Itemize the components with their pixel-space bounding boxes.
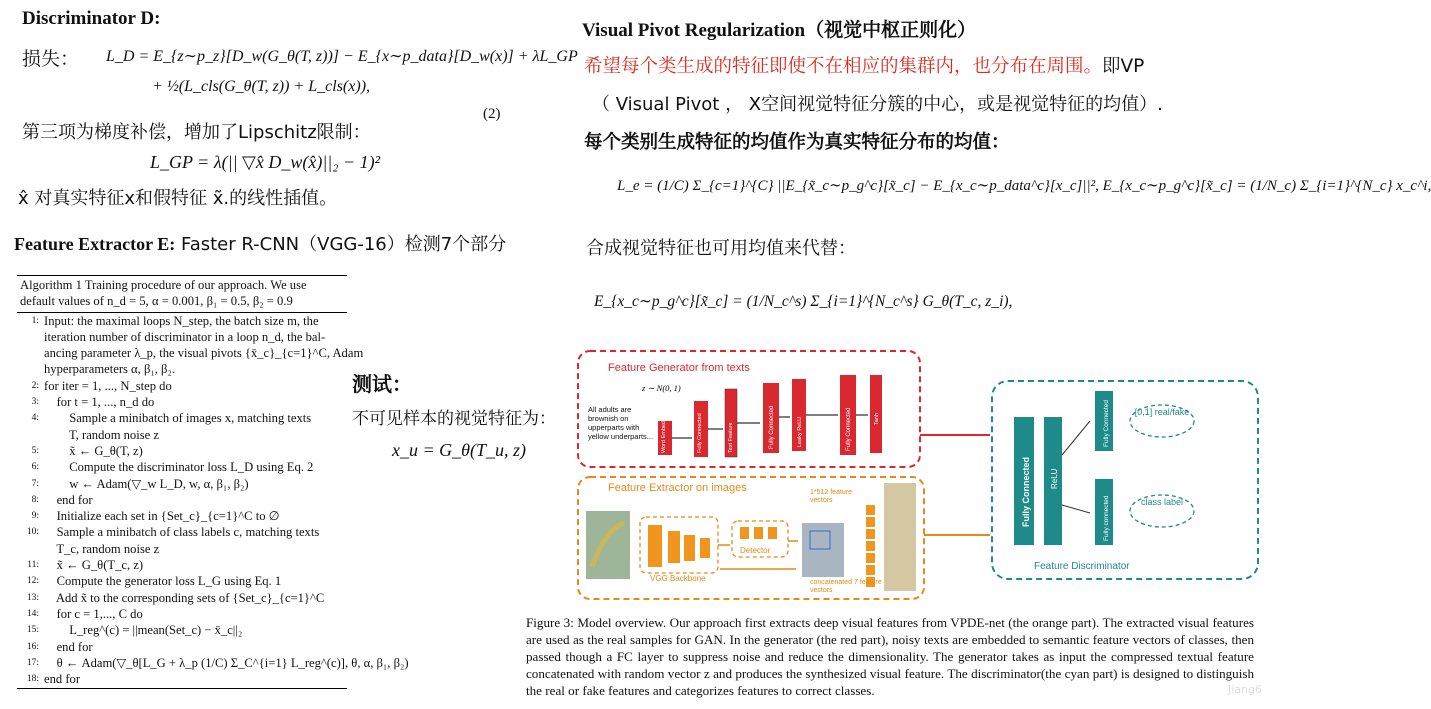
algorithm-line	[17, 524, 347, 540]
vgg-block-2	[668, 531, 680, 563]
algorithm-line-number: 4:	[31, 413, 39, 424]
synth-equation: E_{x_c∼p_g^c}[x̃_c] = (1/N_c^s) Σ_{i=1}^{N_c^s} G_θ(T_c, z_i),	[594, 293, 1013, 310]
algorithm-line	[17, 313, 347, 329]
feature-vector	[866, 505, 875, 515]
loss-equation-line2: + ½(L_cls(G_θ(T, z)) + L_cls(x)),	[152, 78, 371, 95]
feature-vector	[866, 553, 875, 563]
algorithm-line-text: Sample a minibatch of class labels c, matching texts	[44, 525, 320, 540]
disc-label-fc1: Fully Connected	[1021, 456, 1031, 527]
noise-label: z ∼ N(0, 1)	[642, 383, 681, 393]
algorithm-line-number	[17, 345, 44, 361]
algorithm-line-text: θ ← Adam(▽_θ[L_G + λ_p (1/C) Σ_C^{i=1} L_reg^(c)], θ, α, β₁, β₂)	[44, 655, 409, 670]
gen-label-word-embed: Word Embedd	[661, 417, 667, 453]
equation-number: (2)	[483, 106, 501, 122]
generator-title: Feature Generator from texts	[608, 362, 750, 374]
model-overview-figure	[570, 345, 1270, 610]
disc-label-relu: ReLU	[1050, 468, 1059, 489]
algorithm-line	[17, 671, 347, 687]
algorithm-line-text: T_c, random noise z	[44, 541, 160, 556]
gradient-penalty-note: 第三项为梯度补偿，增加了Lipschitz限制：	[22, 122, 371, 143]
class-label-text: class label	[1140, 497, 1184, 507]
algorithm-line-text: T, random noise z	[44, 427, 159, 442]
concat-note: concatenated 7 feature vectors	[810, 579, 882, 594]
test-description: 不可见样本的视觉特征为：	[352, 409, 556, 429]
algorithm-line-number: 13:	[26, 592, 39, 603]
algorithm-line-text: Add x̃ to the corresponding sets of {Set_c}_{c=1}^C	[44, 590, 325, 605]
discriminator-figure-title: Feature Discriminator	[1034, 561, 1130, 572]
gp-equation: L_GP = λ(|| ▽x̂ D_w(x̂)||₂ − 1)²	[150, 152, 381, 172]
vp-description	[584, 52, 1144, 78]
algorithm-line-text: for t = 1, ..., n_d do	[44, 395, 155, 410]
synth-note: 合成视觉特征也可用均值来代替：	[586, 238, 856, 259]
le-equation: L_e = (1/C) Σ_{c=1}^{C} ||E_{x̃_c∼p_g^c}[x̃_c] − E_{x_c∼p_data^c}[x_c]||², E_{x_c∼p_g^c}[x̃_c] = (1/N_c) Σ_{i=1}^{N_c} x_c^i,	[617, 178, 1431, 194]
algorithm-line-number	[17, 361, 44, 377]
concat-note-box	[810, 579, 882, 603]
algorithm-line	[17, 508, 347, 524]
gen-label-tanh: Tanh	[874, 413, 880, 425]
algorithm-line-number: 10:	[26, 527, 39, 538]
text-sample-box	[588, 405, 660, 461]
figure-caption: Figure 3: Model overview. Our approach first extracts deep visual features from VPDE-net (the orange part). The extracted visual features are used as the real samples for GAN. In the generator (the red part), noisy texts are embedded to semantic feature vectors of classes, then passed though a FC layer to suppress noise and reduce the dimensionality. The generator takes as input the compressed textual feature concatenated with random vector z and produces the synthesized visual feature. The discriminator(the cyan part) is designed to distinguish the real or fake features and categorizes features to correct classes.	[526, 615, 1254, 699]
vp-red-text: 希望每个类生成的特征即使不在相应的集群内，也分布在周围。	[584, 56, 1103, 77]
algorithm-line-number: 6:	[31, 462, 39, 473]
feature-vector-column	[866, 505, 875, 587]
algorithm-line	[17, 394, 347, 410]
vgg-label: VGG Backbone	[650, 574, 706, 583]
algorithm-line-number: 11:	[27, 560, 39, 571]
feature-vector	[866, 565, 875, 575]
class-label-box	[1132, 497, 1192, 527]
feature-vector	[866, 541, 875, 551]
real-fake-label: [0,1] real/fake	[1134, 407, 1190, 417]
algorithm-line	[17, 443, 347, 459]
feature-vector	[866, 529, 875, 539]
algorithm-line-number: 1:	[31, 315, 39, 326]
algorithm-line	[17, 573, 347, 589]
algorithm-line-number	[17, 541, 44, 557]
algorithm-line-number: 3:	[31, 397, 39, 408]
algorithm-line-text: Sample a minibatch of images x, matching texts	[44, 411, 312, 426]
extractor-title: Feature Extractor on images	[608, 482, 747, 494]
algorithm-bottom-rule	[17, 688, 347, 689]
algorithm-header: Algorithm 1 Training procedure of our approach. We use default values of n_d = 5, α = 0.001, β₁ = 0.5, β₂ = 0.9	[20, 278, 307, 309]
algorithm-line-number: 14:	[26, 608, 39, 619]
watermark: Jiang6	[1228, 683, 1262, 696]
test-equation: x_u = G_θ(T_u, z)	[392, 440, 526, 460]
algorithm-line-text: for c = 1,..., C do	[44, 606, 143, 621]
vp-title: Visual Pivot Regularization（视觉中枢正则化）	[582, 20, 977, 41]
algorithm-line-text: Compute the generator loss L_G using Eq. 1	[44, 574, 282, 589]
algorithm-line-number: 17:	[26, 657, 39, 668]
feature-vector-note-box	[810, 489, 870, 519]
vgg-block-4	[700, 538, 710, 558]
vp-mean-note: 每个类别生成特征的均值作为真实特征分布的均值：	[584, 132, 1010, 153]
algorithm-line	[17, 476, 347, 492]
algorithm-line-number: 9:	[31, 511, 39, 522]
gen-label-fc1: Fully Connected	[697, 413, 703, 453]
algorithm-line-text: ancing parameter λ_p, the visual pivots {x̄_c}_{c=1}^C, Adam	[44, 346, 364, 361]
gen-label-fc2: Fully Connected	[769, 405, 775, 449]
algorithm-line	[17, 345, 364, 361]
algorithm-line	[17, 557, 347, 573]
gen-label-fc3: Fully Connected	[846, 407, 852, 451]
algorithm-line-text: x̃ ← G_θ(T_c, z)	[44, 558, 144, 573]
algorithm-line-number: 7:	[31, 478, 39, 489]
loss-label: 损失：	[22, 48, 80, 70]
algorithm-line-text: L_reg^(c) = ||mean(Set_c) − x̄_c||₂	[44, 623, 243, 638]
algorithm-line	[17, 622, 347, 638]
vgg-block-3	[684, 535, 695, 561]
interpolation-note: x̂ 对真实特征x和假特征 x̃.的线性插值。	[18, 188, 338, 209]
gen-label-leaky-relu: Leaky ReLU	[797, 416, 803, 447]
algorithm-line	[17, 410, 347, 426]
algorithm-line	[17, 329, 347, 345]
algorithm-line	[17, 378, 347, 394]
feature-extractor-heading	[14, 230, 506, 256]
algorithm-line-text: w ← Adam(▽_w L_D, w, α, β₁, β₂)	[44, 476, 249, 491]
algorithm-line-text: for iter = 1, ..., N_step do	[44, 378, 172, 393]
algorithm-line	[17, 427, 347, 443]
algorithm-line-number: 5:	[31, 445, 39, 456]
algorithm-line-text: end for	[44, 492, 93, 507]
vgg-block-1	[648, 525, 662, 567]
detector-block-2	[754, 527, 763, 539]
detector-label: Detector	[740, 546, 771, 555]
vp-explanation: （ Visual Pivot ， X空间视觉特征分簇的中心，或是视觉特征的均值）.	[592, 94, 1163, 115]
algorithm-line-number: 18:	[26, 674, 39, 685]
algorithm-line	[17, 541, 347, 557]
feature-extractor-desc: Faster R-CNN（VGG-16）检测7个部分	[175, 234, 507, 255]
algorithm-line-text: end for	[44, 639, 93, 654]
real-fake-label-box	[1132, 407, 1192, 437]
disc-label-fc3: Fully connected	[1103, 495, 1110, 541]
test-title: 测试：	[352, 372, 412, 396]
part-crops-strip	[884, 483, 916, 591]
algorithm-line-number: 15:	[26, 625, 39, 636]
gen-label-text-feature: Text Feature	[728, 422, 734, 453]
feature-vector-note: 1*512 feature vectors	[810, 489, 853, 504]
algorithm-line-number: 2:	[31, 380, 39, 391]
disc-label-fc2: Fully Connected	[1103, 400, 1110, 447]
feature-vector	[866, 517, 875, 527]
algorithm-line	[17, 655, 409, 671]
disc-arrows	[1062, 421, 1090, 513]
algorithm-line-text: Compute the discriminator loss L_D using Eq. 2	[44, 460, 314, 475]
algorithm-line	[17, 459, 347, 475]
algorithm-line-number: 12:	[26, 576, 39, 587]
feature-extractor-title: Feature Extractor E:	[14, 234, 176, 254]
algorithm-line	[17, 639, 347, 655]
input-bird-image	[586, 511, 630, 579]
algorithm-line-text: iteration number of discriminator in a loop n_d, the bal-	[44, 329, 326, 344]
algorithm-line-number	[17, 329, 44, 345]
algorithm-line	[17, 361, 347, 377]
algorithm-line-text: Input: the maximal loops N_step, the batch size m, the	[44, 313, 319, 328]
algorithm-line	[17, 492, 347, 508]
loss-equation-line1: L_D = E_{z∼p_z}[D_w(G_θ(T, z))] − E_{x∼p_data}[D_w(x)] + λL_GP	[106, 48, 578, 65]
algorithm-line	[17, 590, 347, 606]
algorithm-line-text: x̃ ← G_θ(T, z)	[44, 443, 143, 458]
detector-block-3	[768, 527, 777, 539]
algorithm-line-number: 16:	[26, 641, 39, 652]
detector-block-1	[740, 527, 749, 539]
algorithm-line-number	[17, 427, 44, 443]
discriminator-title: Discriminator D:	[22, 8, 161, 29]
algorithm-line-text: Initialize each set in {Set_c}_{c=1}^C to ∅	[44, 509, 280, 524]
algorithm-line-text: hyperparameters α, β₁, β₂.	[44, 362, 175, 377]
algorithm-line	[17, 606, 347, 622]
algorithm-line-number: 8:	[31, 494, 39, 505]
algorithm-line-text: end for	[44, 672, 81, 687]
text-sample: All adults are brownish on upperparts with yellow underparts...	[588, 405, 654, 441]
vp-black-text: 即VP	[1102, 56, 1145, 77]
